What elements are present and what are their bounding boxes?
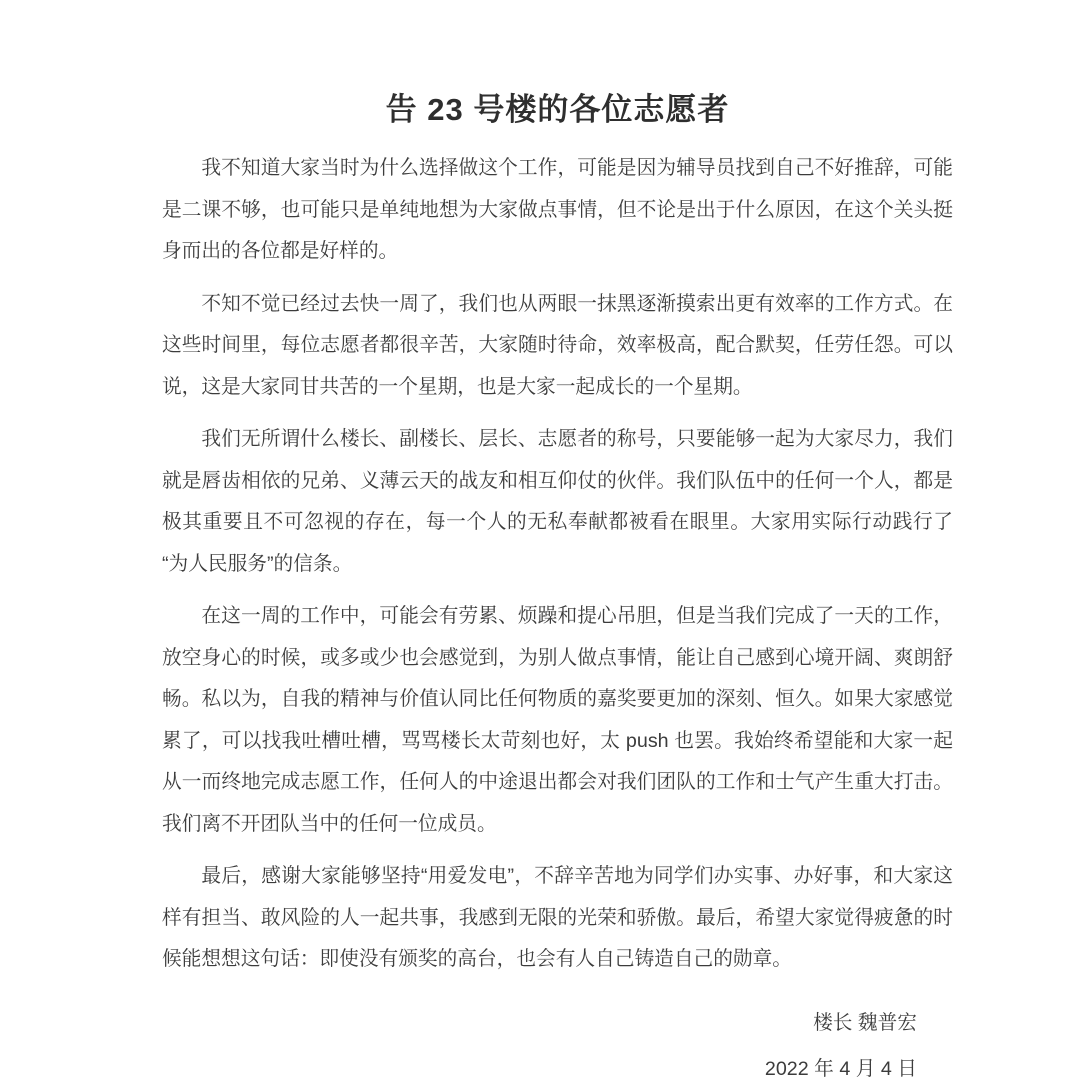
signature-name: 楼长 魏普宏 bbox=[813, 1011, 917, 1034]
paragraph-4: 在这一周的工作中，可能会有劳累、烦躁和提心吊胆，但是当我们完成了一天的工作，放空身心的时候，或多或少也会感觉到，为别人做点事情，能让自己感到心境开阔、爽朗舒畅。私以为，自我的精神与价值认同比任何物质的嘉奖要更加的深刻、恒久。如果大家感觉累了，可以找我吐槽吐槽，骂骂楼长太苛刻也好，太 push 也罢。我始终希望能和大家一起从一而终地完成志愿工作，任何人的中途退出都会对我们团队的工作和士气产生重大打击。我们离不开团队当中的任何一位成员。 bbox=[162, 605, 953, 835]
paragraph-2: 不知不觉已经过去快一周了，我们也从两眼一抹黑逐渐摸索出更有效率的工作方式。在这些时间里，每位志愿者都很辛苦，大家随时待命，效率极高，配合默契，任劳任怨。可以说，这是大家同甘共苦的一个星期，也是大家一起成长的一个星期。 bbox=[162, 292, 953, 398]
signature-date: 2022 年 4 月 4 日 bbox=[764, 1058, 917, 1080]
document-title: 告 23 号楼的各位志愿者 bbox=[385, 92, 730, 127]
paragraph-5: 最后，感谢大家能够坚持“用爱发电”，不辞辛苦地为同学们办实事、办好事，和大家这样有担当、敢风险的人一起共事，我感到无限的光荣和骄傲。最后，希望大家觉得疲惫的时候能想想这句话：即使没有颁奖的高台，也会有人自己铸造自己的勋章。 bbox=[162, 865, 953, 970]
paragraph-1: 我不知道大家当时为什么选择做这个工作，可能是因为辅导员找到自己不好推辞，可能是二课不够，也可能只是单纯地想为大家做点事情，但不论是出于什么原因，在这个关头挺身而出的各位都是好样的。 bbox=[162, 157, 953, 262]
signature-block bbox=[162, 1003, 953, 1083]
document-content bbox=[162, 86, 953, 1083]
paragraph-3: 我们无所谓什么楼长、副楼长、层长、志愿者的称号，只要能够一起为大家尽力，我们就是唇齿相依的兄弟、义薄云天的战友和相互仰仗的伙伴。我们队伍中的任何一个人，都是极其重要且不可忽视的存在，每一个人的无私奉献都被看在眼里。大家用实际行动践行了“为人民服务”的信条。 bbox=[162, 428, 953, 575]
